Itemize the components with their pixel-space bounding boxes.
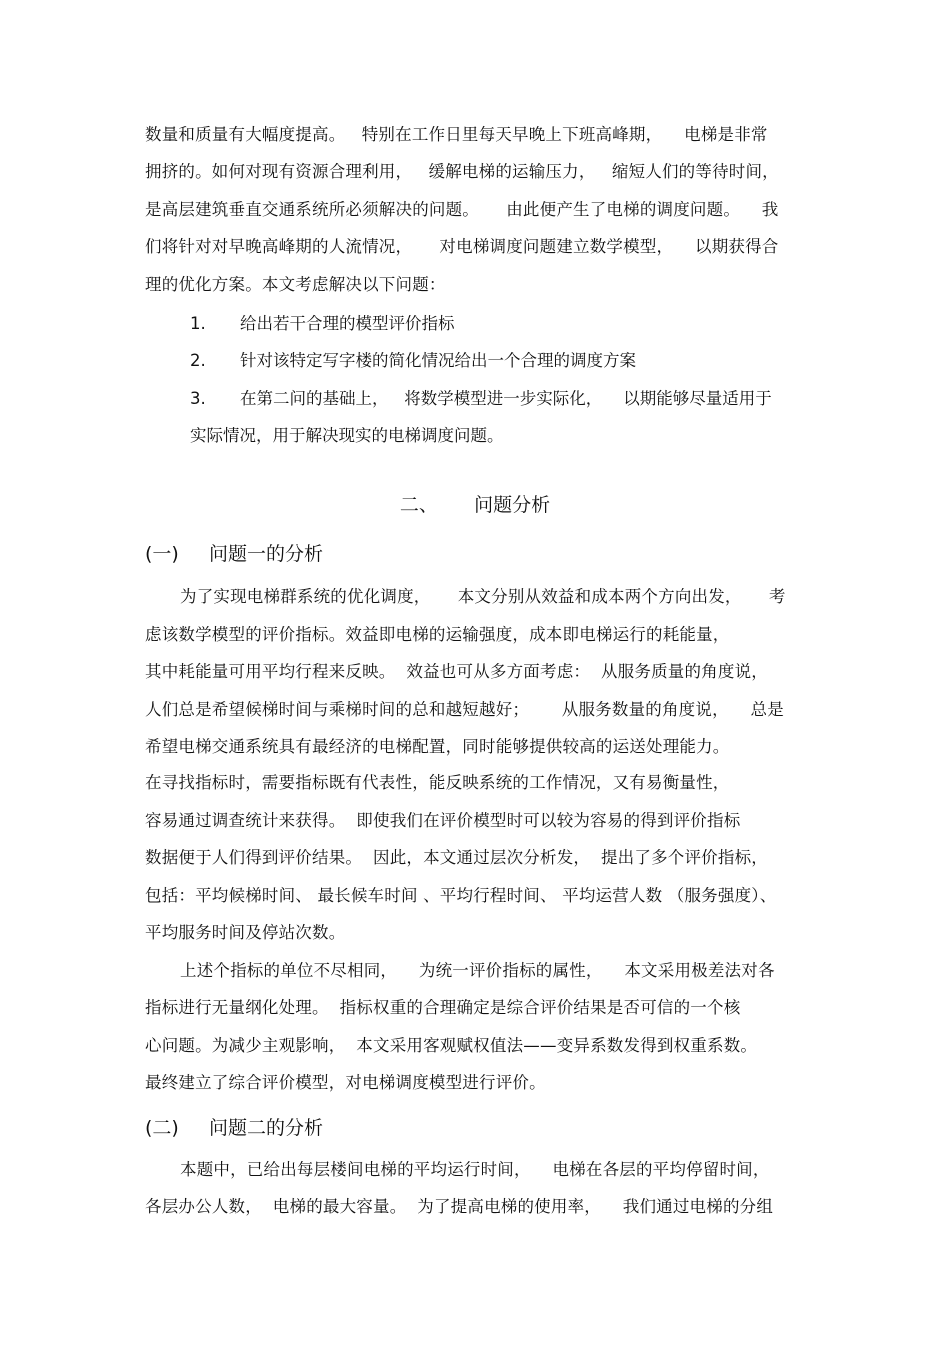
text-line: 心问题。为减少主观影响， 本文采用客观赋权值法——变异系数发得到权重系数。 xyxy=(145,1036,758,1055)
text-line: 其中耗能量可用平均行程来反映。 效益也可从多方面考虑： 从服务质量的角度说， xyxy=(145,662,768,681)
text-line: 在寻找指标时，需要指标既有代表性，能反映系统的工作情况，又有易衡量性， xyxy=(145,773,730,792)
text-line: 虑该数学模型的评价指标。效益即电梯的运输强度，成本即电梯运行的耗能量， xyxy=(145,625,730,644)
text-line: 为了实现电梯群系统的优化调度， 本文分别从效益和成本两个方向出发， 考 xyxy=(180,587,786,606)
section-title: 二、 问题分析 xyxy=(399,494,551,516)
list-item-text: 在第二问的基础上， 将数学模型进一步实际化， 以期能够尽量适用于 xyxy=(240,389,772,408)
text-line: 本题中，已给出每层楼间电梯的平均运行时间， 电梯在各层的平均停留时间， xyxy=(180,1160,770,1179)
text-line: 们将针对对早晚高峰期的人流情况， 对电梯调度问题建立数学模型， 以期获得合 xyxy=(145,237,779,256)
subsection-heading-2: (二) 问题二的分析 xyxy=(145,1117,324,1139)
text-line: 理的优化方案。本文考虑解决以下问题： xyxy=(145,275,446,294)
list-item-continuation: 实际情况，用于解决现实的电梯调度问题。 xyxy=(190,426,504,445)
subsection-heading-1: (一) 问题一的分析 xyxy=(145,543,324,565)
text-line: 最终建立了综合评价模型，对电梯调度模型进行评价。 xyxy=(145,1073,546,1092)
list-item-number: 2. xyxy=(190,351,206,370)
text-line: 各层办公人数， 电梯的最大容量。 为了提高电梯的使用率， 我们通过电梯的分组 xyxy=(145,1197,774,1216)
text-line: 容易通过调查统计来获得。 即使我们在评价模型时可以较为容易的得到评价指标 xyxy=(145,811,741,830)
text-line: 数量和质量有大幅度提高。 特别在工作日里每天早晚上下班高峰期， 电梯是非常 xyxy=(145,125,768,144)
text-line: 平均服务时间及停站次数。 xyxy=(145,923,346,942)
text-line: 是高层建筑垂直交通系统所必须解决的问题。 由此便产生了电梯的调度问题。 我 xyxy=(145,200,779,219)
list-item-text: 给出若干合理的模型评价指标 xyxy=(240,314,455,333)
text-line: 拥挤的。如何对现有资源合理利用， 缓解电梯的运输压力， 缩短人们的等待时间， xyxy=(145,162,779,181)
list-item-text: 针对该特定写字楼的简化情况给出一个合理的调度方案 xyxy=(240,351,636,370)
list-item-number: 1. xyxy=(190,314,206,333)
text-line: 希望电梯交通系统具有最经济的电梯配置，同时能够提供较高的运送处理能力。 xyxy=(145,737,730,756)
text-line: 上述个指标的单位不尽相同， 为统一评价指标的属性， 本文采用极差法对各 xyxy=(180,961,775,980)
list-item-number: 3. xyxy=(190,389,206,408)
text-line: 数据便于人们得到评价结果。 因此，本文通过层次分析发， 提出了多个评价指标， xyxy=(145,848,768,867)
text-line: 指标进行无量纲化处理。 指标权重的合理确定是综合评价结果是否可信的一个核 xyxy=(145,998,741,1017)
text-line: 人们总是希望候梯时间与乘梯时间的总和越短越好； 从服务数量的角度说， 总是 xyxy=(145,700,784,719)
text-line: 包括：平均候梯时间、 最长候车时间 、平均行程时间、 平均运营人数 （服务强度）、 xyxy=(145,886,777,905)
